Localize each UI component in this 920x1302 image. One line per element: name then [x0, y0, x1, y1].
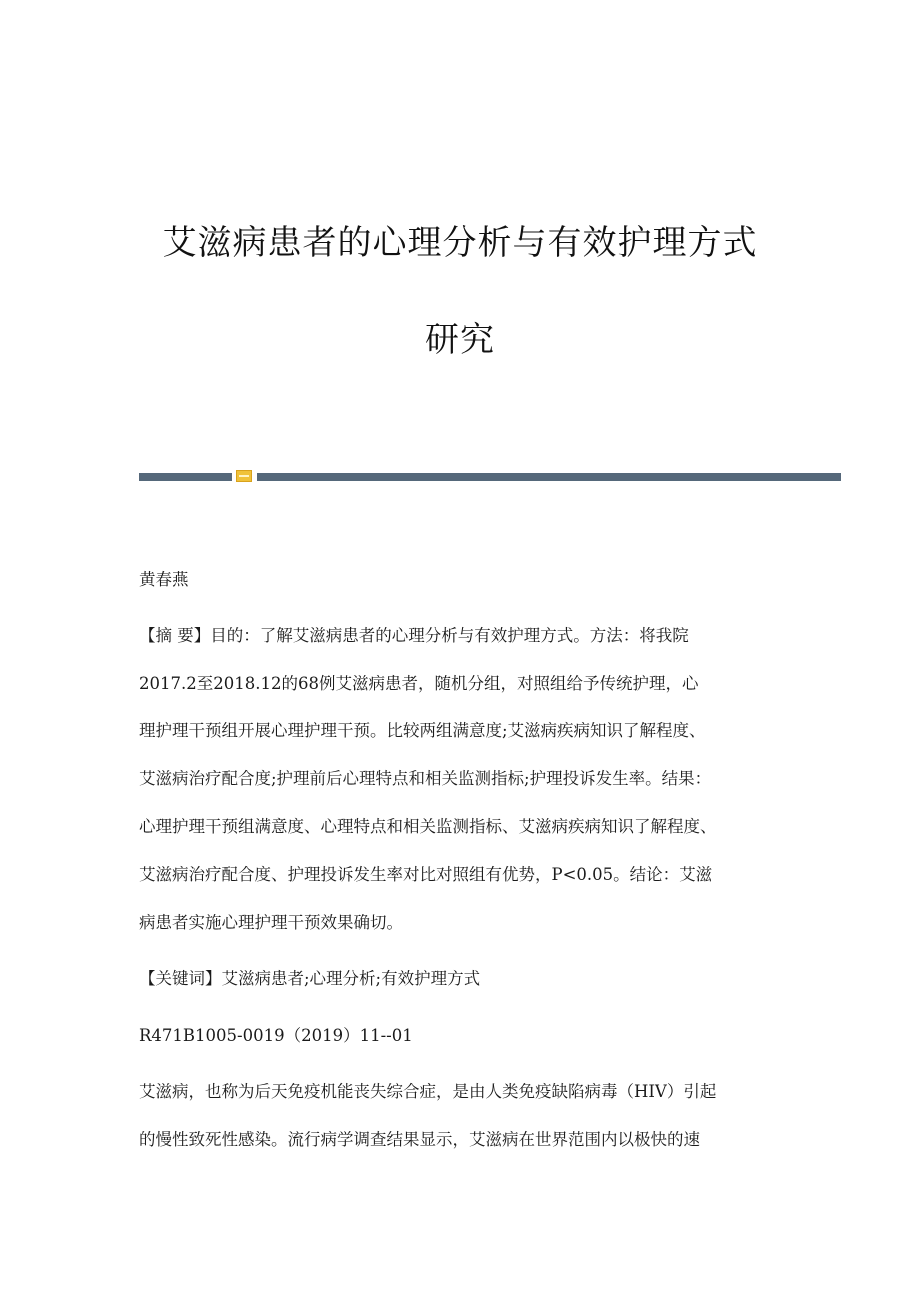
keywords: 【关键词】艾滋病患者;心理分析;有效护理方式 — [139, 969, 481, 988]
abstract-line: 艾滋病治疗配合度、护理投诉发生率对比对照组有优势，P<0.05。结论：艾滋 — [139, 865, 713, 884]
abstract-line: 心理护理干预组满意度、心理特点和相关监测指标、艾滋病疾病知识了解程度、 — [139, 817, 717, 836]
divider-bar-right — [257, 473, 841, 481]
author-name: 黄春燕 — [139, 570, 189, 589]
abstract-line: 【摘 要】目的：了解艾滋病患者的心理分析与有效护理方式。方法：将我院 — [139, 626, 689, 645]
abstract-line: 病患者实施心理护理干预效果确切。 — [139, 913, 403, 932]
title-divider — [139, 470, 841, 484]
classification-number: R471B1005-0019（2019）11--01 — [139, 1026, 413, 1045]
abstract-line: 2017.2至2018.12的68例艾滋病患者，随机分组，对照组给予传统护理，心 — [139, 674, 699, 693]
divider-ornament-icon — [236, 470, 252, 482]
abstract-line: 艾滋病治疗配合度;护理前后心理特点和相关监测指标;护理投诉发生率。结果： — [139, 769, 712, 788]
body-paragraph-line: 艾滋病，也称为后天免疫机能丧失综合症，是由人类免疫缺陷病毒（HIV）引起 — [139, 1082, 717, 1101]
divider-bar-left — [139, 473, 232, 481]
body-paragraph-line: 的慢性致死性感染。流行病学调查结果显示，艾滋病在世界范围内以极快的速 — [139, 1130, 700, 1149]
paper-title-line-2: 研究 — [425, 320, 495, 360]
abstract-line: 理护理干预组开展心理护理干预。比较两组满意度;艾滋病疾病知识了解程度、 — [139, 721, 706, 740]
paper-title-line-1: 艾滋病患者的心理分析与有效护理方式 — [162, 223, 758, 263]
